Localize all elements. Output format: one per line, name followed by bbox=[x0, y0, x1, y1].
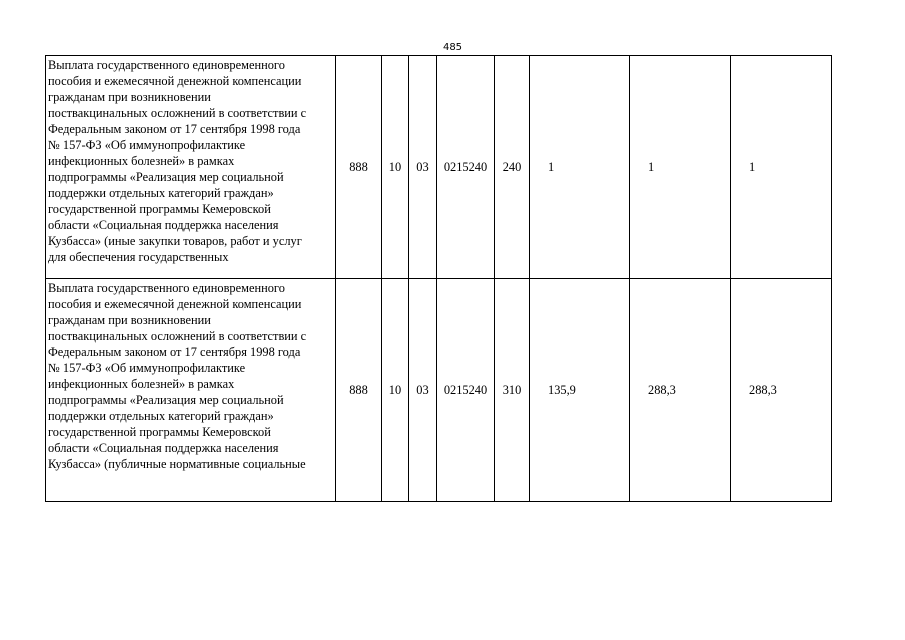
subsection-code-cell: 03 bbox=[409, 279, 437, 502]
expense-name-cell: Выплата государственного единовременного пособия и ежемесячной денежной компенсации гражданам при возникновении поствакцинальных осложнений в соответствии с Федеральным законом от 17 сентября 1998 года № 157-ФЗ «Об иммунопрофилактике инфекционных болезней» в рамках подпрограммы «Реализация мер социальной поддержки отдельных категорий граждан» государственной программы Кемеровской области «Социальная поддержка населения Кузбасса» (иные закупки товаров, работ и услуг для обеспечения государственных bbox=[46, 56, 336, 279]
table-row bbox=[46, 279, 832, 502]
amount-cell-1: 1 bbox=[530, 56, 630, 279]
subsection-code-cell: 03 bbox=[409, 56, 437, 279]
expense-name-cell: Выплата государственного единовременного пособия и ежемесячной денежной компенсации гражданам при возникновении поствакцинальных осложнений в соответствии с Федеральным законом от 17 сентября 1998 года № 157-ФЗ «Об иммунопрофилактике инфекционных болезней» в рамках подпрограммы «Реализация мер социальной поддержки отдельных категорий граждан» государственной программы Кемеровской области «Социальная поддержка населения Кузбасса» (публичные нормативные социальные bbox=[46, 279, 336, 502]
amount-cell-1: 135,9 bbox=[530, 279, 630, 502]
amount-cell-3: 288,3 bbox=[731, 279, 832, 502]
ministry-code-cell: 888 bbox=[336, 279, 382, 502]
amount-cell-2: 1 bbox=[630, 56, 731, 279]
target-article-cell: 0215240 bbox=[437, 279, 495, 502]
section-code-cell: 10 bbox=[382, 279, 409, 502]
target-article-cell: 0215240 bbox=[437, 56, 495, 279]
budget-table bbox=[45, 55, 832, 502]
section-code-cell: 10 bbox=[382, 56, 409, 279]
page-number: 485 bbox=[442, 42, 463, 53]
amount-cell-3: 1 bbox=[731, 56, 832, 279]
table-row bbox=[46, 56, 832, 279]
expense-type-cell: 310 bbox=[495, 279, 530, 502]
expense-type-cell: 240 bbox=[495, 56, 530, 279]
ministry-code-cell: 888 bbox=[336, 56, 382, 279]
amount-cell-2: 288,3 bbox=[630, 279, 731, 502]
